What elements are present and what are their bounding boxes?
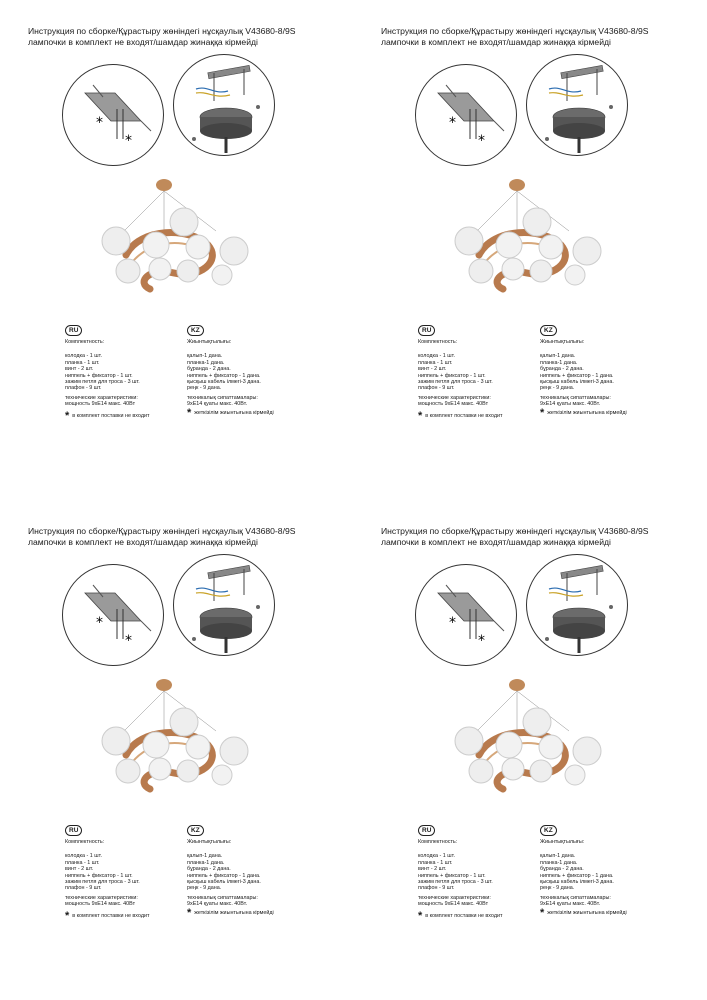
list-item: планка-1 дана. — [187, 359, 225, 366]
ru-kit-title: Комплектность: — [418, 339, 458, 345]
list-item: зажим петля для троса - 3 шт. — [418, 379, 493, 386]
canopy-diagram-icon — [527, 555, 627, 655]
ru-note — [418, 910, 503, 922]
kz-badge: KZ — [540, 325, 557, 336]
ru-tech-specs — [418, 895, 528, 908]
ru-badge: RU — [65, 325, 82, 336]
star-icon: * — [187, 407, 192, 419]
kz-tech-value: 9хЕ14 қуаты макс. 40Вт. — [187, 901, 248, 908]
list-item: қысқыш кабель ілмегі-3 дана. — [187, 879, 261, 886]
kz-note-text: жеткізілім жиынтығына кірмейді — [547, 410, 627, 416]
ru-tech-value: мощность 9хЕ14 макс. 40Вт — [418, 901, 489, 908]
title-line-1: Инструкция по сборке/Құрастыру жөніндегі нұсқаулық V43680-8/9S — [381, 26, 649, 36]
kz-tech-value: 9хЕ14 қуаты макс. 40Вт. — [540, 901, 601, 908]
list-item: зажим петля для троса - 3 шт. — [65, 879, 140, 886]
kz-kit-column — [540, 339, 650, 408]
canopy-diagram — [526, 554, 628, 656]
chandelier-illustration — [443, 175, 613, 315]
kz-kit-list — [187, 353, 297, 391]
ru-note-text: в комплект поставки не входит — [425, 413, 503, 419]
ru-tech-value: мощность 9хЕ14 макс. 40Вт — [65, 401, 136, 408]
kz-kit-title: Жиынтықтылығы: — [540, 339, 585, 345]
list-item: ниппель + фиксатор - 1 дана. — [187, 372, 261, 379]
title-line-1: Инструкция по сборке/Құрастыру жөніндегі нұсқаулық V43680-8/9S — [28, 526, 296, 536]
list-item: реңк - 9 дана. — [540, 885, 575, 892]
title-line-1: Инструкция по сборке/Құрастыру жөніндегі нұсқаулық V43680-8/9S — [28, 26, 296, 36]
list-item: плафон - 9 шт. — [65, 385, 102, 392]
list-item: қалып-1 дана. — [187, 853, 223, 860]
list-item: планка - 1 шт. — [65, 859, 100, 866]
list-item: планка - 1 шт. — [418, 359, 453, 366]
svg-text:*: * — [96, 115, 103, 131]
svg-text:*: * — [96, 615, 103, 631]
ru-kit-column — [65, 839, 175, 908]
kz-tech-title: техникалық сипаттамалары: — [540, 894, 611, 901]
list-item: қалып-1 дана. — [540, 353, 576, 360]
list-item: плафон - 9 шт. — [418, 385, 455, 392]
svg-text:*: * — [125, 133, 132, 149]
list-item: винт - 2 шт. — [418, 366, 447, 373]
ru-kit-column — [418, 339, 528, 408]
list-item: плафон - 9 шт. — [65, 885, 102, 892]
canopy-diagram-icon — [174, 555, 274, 655]
title-line-2: лампочки в комплект не входят/шамдар жинаққа кірмейді — [28, 537, 258, 547]
ru-tech-title: технические характеристики: — [418, 394, 491, 401]
kz-tech-specs — [187, 895, 297, 908]
ru-kit-title: Комплектность: — [65, 839, 105, 845]
list-item: колодка - 1 шт. — [65, 353, 102, 360]
list-item: қысқыш кабель ілмегі-3 дана. — [540, 379, 614, 386]
kz-kit-list — [187, 853, 297, 891]
sheet-title — [381, 526, 701, 548]
svg-text:*: * — [478, 133, 485, 149]
list-item: винт - 2 шт. — [65, 366, 94, 373]
list-item: реңк - 9 дана. — [540, 385, 575, 392]
list-item: қалып-1 дана. — [540, 853, 576, 860]
bracket-diagram-icon — [63, 565, 163, 665]
list-item: ниппель + фиксатор - 1 дана. — [540, 372, 614, 379]
ru-note — [65, 910, 150, 922]
list-item: бұранда - 2 дана. — [540, 366, 584, 373]
ru-tech-specs — [418, 395, 528, 408]
kz-kit-column — [540, 839, 650, 908]
kz-note — [540, 907, 627, 919]
chandelier-illustration — [90, 175, 260, 315]
ru-note-text: в комплект поставки не входит — [425, 913, 503, 919]
ru-kit-list — [65, 353, 175, 391]
list-item: зажим петля для троса - 3 шт. — [418, 879, 493, 886]
list-item: қысқыш кабель ілмегі-3 дана. — [540, 879, 614, 886]
sheet-title — [28, 526, 348, 548]
instruction-sheet-4 — [353, 500, 706, 1000]
list-item: ниппель + фиксатор - 1 шт. — [418, 872, 486, 879]
canopy-diagram — [173, 54, 275, 156]
kz-tech-title: техникалық сипаттамалары: — [187, 894, 258, 901]
canopy-diagram-icon — [174, 55, 274, 155]
ru-note — [65, 410, 150, 422]
kz-note-text: жеткізілім жиынтығына кірмейді — [194, 410, 274, 416]
kz-tech-title: техникалық сипаттамалары: — [187, 394, 258, 401]
list-item: реңк - 9 дана. — [187, 385, 222, 392]
star-icon: * — [65, 910, 70, 922]
ru-kit-list — [418, 853, 528, 891]
kz-note — [187, 407, 274, 419]
kz-tech-specs — [540, 895, 650, 908]
list-item: колодка - 1 шт. — [65, 853, 102, 860]
kz-note — [187, 907, 274, 919]
kz-kit-list — [540, 353, 650, 391]
list-item: колодка - 1 шт. — [418, 353, 455, 360]
bracket-diagram-icon — [416, 65, 516, 165]
ru-tech-value: мощность 9хЕ14 макс. 40Вт — [65, 901, 136, 908]
canopy-diagram — [526, 54, 628, 156]
ru-badge: RU — [418, 325, 435, 336]
canopy-diagram — [173, 554, 275, 656]
list-item: ниппель + фиксатор - 1 шт. — [418, 372, 486, 379]
svg-text:*: * — [449, 615, 456, 631]
list-item: бұранда - 2 дана. — [540, 866, 584, 873]
ru-kit-list — [418, 353, 528, 391]
title-line-2: лампочки в комплект не входят/шамдар жинаққа кірмейді — [381, 537, 611, 547]
kz-kit-column — [187, 339, 297, 408]
list-item: зажим петля для троса - 3 шт. — [65, 379, 140, 386]
star-icon: * — [65, 410, 70, 422]
list-item: винт - 2 шт. — [418, 866, 447, 873]
title-line-1: Инструкция по сборке/Құрастыру жөніндегі нұсқаулық V43680-8/9S — [381, 526, 649, 536]
ru-badge: RU — [418, 825, 435, 836]
svg-text:*: * — [125, 633, 132, 649]
kz-note-text: жеткізілім жиынтығына кірмейді — [194, 910, 274, 916]
bracket-diagram-icon — [63, 65, 163, 165]
list-item: планка - 1 шт. — [65, 359, 100, 366]
ru-tech-specs — [65, 895, 175, 908]
chandelier-illustration — [443, 675, 613, 815]
chandelier-illustration — [90, 675, 260, 815]
ru-tech-title: технические характеристики: — [418, 894, 491, 901]
title-line-2: лампочки в комплект не входят/шамдар жинаққа кірмейді — [381, 37, 611, 47]
ru-kit-column — [418, 839, 528, 908]
ru-kit-column — [65, 339, 175, 408]
instruction-sheet-3 — [0, 500, 353, 1000]
list-item: планка-1 дана. — [540, 359, 578, 366]
list-item: планка - 1 шт. — [418, 859, 453, 866]
kz-tech-specs — [540, 395, 650, 408]
instruction-sheet-2 — [353, 0, 706, 500]
ru-tech-specs — [65, 395, 175, 408]
kz-kit-title: Жиынтықтылығы: — [540, 839, 585, 845]
sheet-title — [28, 26, 348, 48]
kz-note-text: жеткізілім жиынтығына кірмейді — [547, 910, 627, 916]
list-item: ниппель + фиксатор - 1 дана. — [187, 872, 261, 879]
bracket-diagram-icon — [416, 565, 516, 665]
star-icon: * — [418, 910, 423, 922]
ru-tech-title: технические характеристики: — [65, 394, 138, 401]
list-item: бұранда - 2 дана. — [187, 866, 231, 873]
kz-badge: KZ — [187, 325, 204, 336]
kz-tech-title: техникалық сипаттамалары: — [540, 394, 611, 401]
ru-kit-title: Комплектность: — [418, 839, 458, 845]
sheet-title — [381, 26, 701, 48]
instruction-sheet-1 — [0, 0, 353, 500]
ru-note-text: в комплект поставки не входит — [72, 913, 150, 919]
kz-kit-title: Жиынтықтылығы: — [187, 339, 232, 345]
star-icon: * — [540, 407, 545, 419]
svg-text:*: * — [478, 633, 485, 649]
bracket-diagram — [62, 64, 164, 166]
svg-text:*: * — [449, 115, 456, 131]
ru-kit-list — [65, 853, 175, 891]
ru-tech-title: технические характеристики: — [65, 894, 138, 901]
kz-kit-column — [187, 839, 297, 908]
bracket-diagram — [415, 564, 517, 666]
list-item: ниппель + фиксатор - 1 шт. — [65, 372, 133, 379]
list-item: қысқыш кабель ілмегі-3 дана. — [187, 379, 261, 386]
kz-kit-list — [540, 853, 650, 891]
list-item: ниппель + фиксатор - 1 дана. — [540, 872, 614, 879]
list-item: колодка - 1 шт. — [418, 853, 455, 860]
list-item: қалып-1 дана. — [187, 353, 223, 360]
list-item: бұранда - 2 дана. — [187, 366, 231, 373]
canopy-diagram-icon — [527, 55, 627, 155]
ru-tech-value: мощность 9хЕ14 макс. 40Вт — [418, 401, 489, 408]
list-item: планка-1 дана. — [540, 859, 578, 866]
kz-tech-specs — [187, 395, 297, 408]
bracket-diagram — [62, 564, 164, 666]
star-icon: * — [540, 907, 545, 919]
list-item: ниппель + фиксатор - 1 шт. — [65, 872, 133, 879]
list-item: планка-1 дана. — [187, 859, 225, 866]
ru-badge: RU — [65, 825, 82, 836]
list-item: реңк - 9 дана. — [187, 885, 222, 892]
kz-badge: KZ — [540, 825, 557, 836]
list-item: плафон - 9 шт. — [418, 885, 455, 892]
title-line-2: лампочки в комплект не входят/шамдар жинаққа кірмейді — [28, 37, 258, 47]
kz-tech-value: 9хЕ14 қуаты макс. 40Вт. — [540, 401, 601, 408]
star-icon: * — [187, 907, 192, 919]
list-item: винт - 2 шт. — [65, 866, 94, 873]
kz-tech-value: 9хЕ14 қуаты макс. 40Вт. — [187, 401, 248, 408]
ru-note-text: в комплект поставки не входит — [72, 413, 150, 419]
kz-kit-title: Жиынтықтылығы: — [187, 839, 232, 845]
ru-kit-title: Комплектность: — [65, 339, 105, 345]
star-icon: * — [418, 410, 423, 422]
kz-note — [540, 407, 627, 419]
ru-note — [418, 410, 503, 422]
kz-badge: KZ — [187, 825, 204, 836]
bracket-diagram — [415, 64, 517, 166]
